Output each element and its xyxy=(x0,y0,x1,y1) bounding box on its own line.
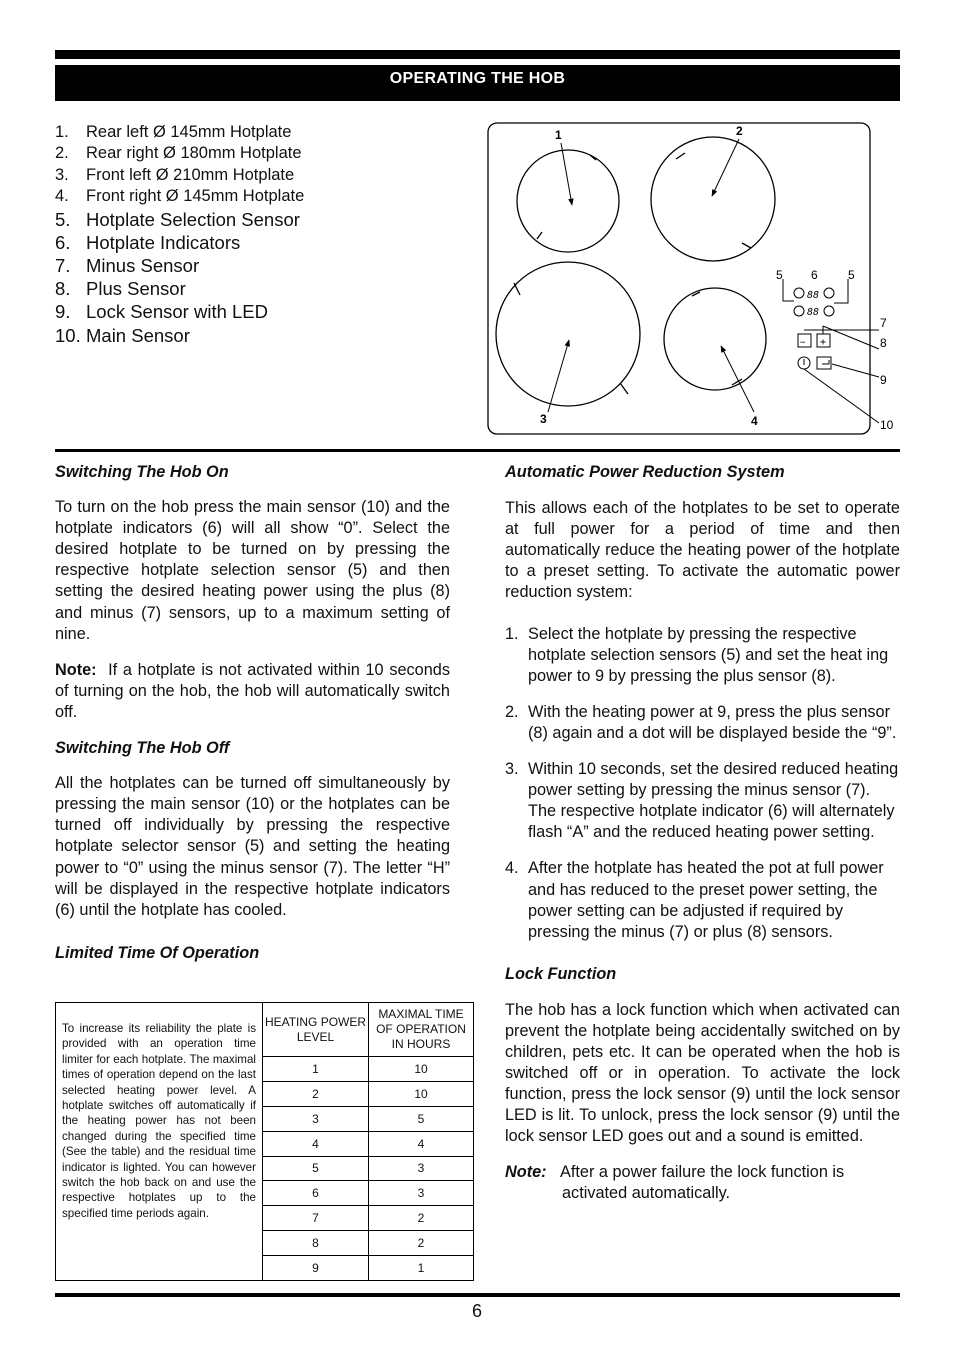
list-item xyxy=(505,759,900,843)
list-item xyxy=(55,324,304,347)
item-number: 7. xyxy=(55,255,71,277)
cell-hours: 5 xyxy=(369,1106,474,1131)
cell-hours: 3 xyxy=(369,1181,474,1206)
table-row xyxy=(263,1256,474,1281)
cell-hours: 2 xyxy=(369,1231,474,1256)
limited-time-table xyxy=(262,1002,474,1281)
table-row xyxy=(263,1206,474,1231)
left-column xyxy=(55,462,450,964)
item-number: 8. xyxy=(55,278,71,300)
item-label: Plus Sensor xyxy=(86,278,186,300)
item-label: Rear right Ø 180mm Hotplate xyxy=(86,144,302,163)
diagram-label-1: 1 xyxy=(555,128,562,142)
switching-on-heading: Switching The Hob On xyxy=(55,463,229,481)
note-label: Note: xyxy=(55,660,97,679)
arrow-1 xyxy=(561,143,572,205)
lock-body: The hob has a lock function which when activated can prevent the hotplate being accidentally switched on by children, pets etc. It can be operated when the hob is switched off or in operation. To activate the lock function, press the lock sensor (9) until the lock sensor LED is lit. To unlock, press the lock sensor (9) until the lock sensor LED goes out and a sound is emitted. xyxy=(505,1000,900,1146)
diagram-label-7: 7 xyxy=(880,316,887,330)
list-item xyxy=(55,300,304,323)
plus-symbol: + xyxy=(820,337,827,348)
selection-sensor-left xyxy=(794,288,804,298)
table-row xyxy=(263,1106,474,1131)
note-text: After a power failure the lock function is activated automatically. xyxy=(560,1162,845,1202)
list-item xyxy=(505,624,900,687)
list-item xyxy=(55,231,304,254)
selection-sensor-right-2 xyxy=(824,306,834,316)
step-text: With the heating power at 9, press the plus sensor (8) again and a dot will be displayed beside the “9”. xyxy=(528,702,897,742)
col-max-time: MAXIMAL TIME OF OPERATION IN HOURS xyxy=(369,1003,474,1057)
bottom-rule xyxy=(55,1293,900,1297)
item-label: Lock Sensor with LED xyxy=(86,301,269,323)
table-row xyxy=(263,1181,474,1206)
table-row xyxy=(263,1057,474,1082)
item-label: Rear left Ø 145mm Hotplate xyxy=(86,123,292,141)
divider xyxy=(55,449,900,452)
item-number: 5. xyxy=(55,208,71,230)
cell-hours: 10 xyxy=(369,1057,474,1082)
item-number: 3. xyxy=(55,165,69,184)
hotplate-indicator: 88 xyxy=(807,307,820,318)
hob-diagram xyxy=(486,121,898,439)
table-header-row xyxy=(263,1003,474,1057)
step-number: 3. xyxy=(505,760,519,779)
step-number: 4. xyxy=(505,859,519,878)
item-number: 1. xyxy=(55,123,69,141)
list-item xyxy=(505,858,900,942)
cell-hours: 2 xyxy=(369,1206,474,1231)
item-number: 4. xyxy=(55,187,69,206)
table-row xyxy=(263,1131,474,1156)
diagram-label-9: 9 xyxy=(880,373,887,387)
note-label: Note: xyxy=(505,1162,547,1181)
diagram-label-6: 6 xyxy=(811,268,818,282)
diagram-label-10: 10 xyxy=(880,418,894,432)
section-header: OPERATING THE HOB xyxy=(55,65,900,101)
item-label: Main Sensor xyxy=(86,324,190,346)
step-text: Select the hotplate by pressing the respective hotplate selection sensors (5) and set the heat ing power to 9 by pressing the plus sensor (8). xyxy=(528,624,889,685)
diagram-label-2: 2 xyxy=(736,124,743,138)
step-text: Within 10 seconds, set the desired reduced heating power setting by pressing the minus sensor (7). The respective hotplate indicator (6) will alternately flash “A” and the reduced heating power setting. xyxy=(528,760,899,842)
list-item xyxy=(505,702,900,744)
item-label: Hotplate Selection Sensor xyxy=(86,208,300,230)
top-rule xyxy=(55,50,900,59)
diagram-label-4: 4 xyxy=(751,414,758,428)
auto-power-intro: This allows each of the hotplates to be set to operate at full power for a period of time and then automatically reduce the heating power of the hotplate to a preset setting. To activate the automatic power reduction system: xyxy=(505,499,900,602)
cell-hours: 4 xyxy=(369,1131,474,1156)
auto-power-heading: Automatic Power Reduction System xyxy=(505,463,785,481)
control-panel xyxy=(783,279,879,423)
minus-symbol: − xyxy=(800,338,806,348)
hotplate-rear-right xyxy=(651,137,775,261)
lock-note xyxy=(505,1162,900,1204)
diagram-label-5b: 5 xyxy=(848,268,855,282)
item-label: Hotplate Indicators xyxy=(86,231,241,253)
right-column xyxy=(505,462,900,1204)
switching-off-heading: Switching The Hob Off xyxy=(55,739,230,758)
col-heating-power: HEATING POWER LEVEL xyxy=(263,1003,369,1057)
item-number: 9. xyxy=(55,301,71,323)
table-row xyxy=(263,1231,474,1256)
list-item xyxy=(55,254,304,277)
cell-hours: 1 xyxy=(369,1256,474,1281)
cell-level: 8 xyxy=(263,1231,369,1256)
item-label: Front right Ø 145mm Hotplate xyxy=(86,187,305,206)
switching-on-body: To turn on the hob press the main sensor (10) and the hotplate indicators (6) will all show “0”. Select the desired hotplate to be turned on by pressing the respective hotplate selection sensor (5) and then setting the desired heating power using the plus (8) and minus (7) sensors, up to a maximum setting of nine. xyxy=(55,498,450,643)
page-number: 6 xyxy=(471,1301,482,1321)
item-number: 6. xyxy=(55,231,71,253)
switching-on-note xyxy=(55,660,450,723)
table-row xyxy=(263,1156,474,1181)
list-item xyxy=(55,143,304,164)
hotplate-indicator: 88 xyxy=(807,290,820,301)
list-item xyxy=(55,277,304,300)
selection-sensor-right xyxy=(824,288,834,298)
list-item xyxy=(55,208,304,231)
step-number: 1. xyxy=(505,624,519,643)
arrow-3 xyxy=(548,340,569,412)
hotplate-front-right xyxy=(664,288,766,390)
step-number: 2. xyxy=(505,702,519,721)
note-text: If a hotplate is not activated within 10 seconds of turning on the hob, the hob will automatically switch off. xyxy=(55,660,450,721)
switching-off-body: All the hotplates can be turned off simultaneously by pressing the main sensor (10) or the hotplates can be turned off individually by pressing the respective hotplate selector sensor (5) and setting the heating power to “0” using the minus sensor (7). The letter “H” will be displayed in the respective hotplate indicators (6) until the hotplate has cooled. xyxy=(55,774,450,919)
limited-time-text: To increase its reliability the plate is provided with an operation time limiter for each hotplate. The maximal times of operation depend on the last selected heating power level. A hotplate switches off automatically if the heating power has not been changed during the specified time (See the table) and the residual time indicator is lighted. You can however switch the hob back on and use the respective hotplates up to the specified time periods again. xyxy=(62,1022,256,1220)
cell-level: 6 xyxy=(263,1181,369,1206)
arrow-2 xyxy=(712,139,739,196)
cell-level: 5 xyxy=(263,1156,369,1181)
table-row xyxy=(263,1081,474,1106)
selection-sensor-left-2 xyxy=(794,306,804,316)
item-number: 2. xyxy=(55,144,69,163)
cell-hours: 10 xyxy=(369,1081,474,1106)
list-item xyxy=(55,186,304,207)
item-number: 10. xyxy=(55,324,81,346)
auto-power-steps xyxy=(505,624,900,943)
control-symbols xyxy=(800,290,826,348)
cell-hours: 3 xyxy=(369,1156,474,1181)
cell-level: 3 xyxy=(263,1106,369,1131)
limited-time-heading: Limited Time Of Operation xyxy=(55,943,260,962)
cell-level: 7 xyxy=(263,1206,369,1231)
diagram-label-8: 8 xyxy=(880,336,887,350)
diagram-label-5: 5 xyxy=(776,268,783,282)
cell-level: 9 xyxy=(263,1256,369,1281)
step-text: After the hotplate has heated the pot at full power and has reduced to the preset power setting, the power setting can be adjusted if required by pressing the minus (7) or plus (8) sensors. xyxy=(528,859,884,941)
cell-level: 4 xyxy=(263,1131,369,1156)
cell-level: 2 xyxy=(263,1081,369,1106)
cell-level: 1 xyxy=(263,1057,369,1082)
parts-list xyxy=(55,122,304,347)
list-item xyxy=(55,165,304,186)
hotplate-rear-left xyxy=(517,150,619,252)
item-label: Front left Ø 210mm Hotplate xyxy=(86,165,295,184)
list-item xyxy=(55,122,304,143)
arrow-4 xyxy=(721,346,754,412)
diagram-label-3: 3 xyxy=(540,412,547,426)
item-label: Minus Sensor xyxy=(86,255,200,277)
hotplate-front-left xyxy=(496,262,640,406)
lock-heading: Lock Function xyxy=(505,964,617,983)
